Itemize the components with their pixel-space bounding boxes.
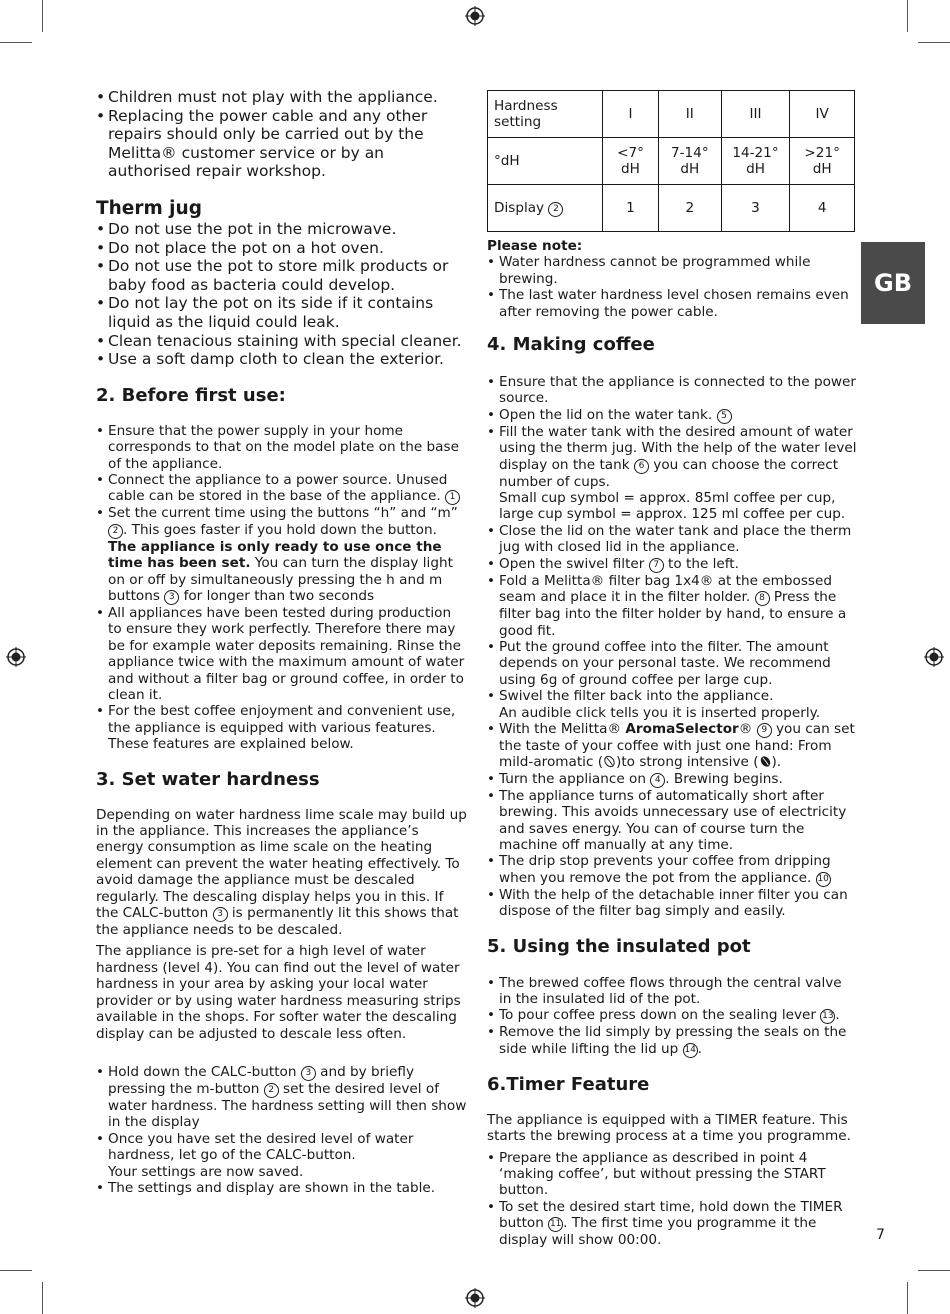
table-cell: >21° dH [790,138,855,185]
table-cell: 14-21° dH [721,138,790,185]
item-text: you can set the taste of your coffee with just one hand: From mild-aromatic ( [499,720,855,771]
registration-mark-icon [924,647,944,667]
list-item [96,1064,468,1131]
item-text: All appliances have been tested during production to ensure they work perfectly. Therefore there may be for example water deposits remaining. Rinse the appliance twice with the maximum amount of water and without a filter bag or ground coffee, in order to clean it. [108,604,465,703]
item-text: Hold down the CALC-button [108,1063,297,1080]
table-cell: III [721,91,790,138]
list-item: • Use a soft damp cloth to clean the exterior. [96,350,468,369]
insulated-pot-list [487,975,857,1058]
cell-text: Display [494,199,545,216]
table-cell: °dH [488,138,603,185]
crop-mark [918,1270,950,1271]
item-text: Your settings are now saved. [108,1163,304,1180]
callout-number: 9 [757,723,772,738]
callout-number: 14 [683,1043,698,1058]
list-item [487,1007,857,1024]
table-cell: I [603,91,659,138]
callout-number: 5 [717,409,732,424]
brand-name: AromaSelector [625,720,739,737]
item-text: Prepare the appliance as described in point 4 ‘making coffee’, but without pressing the START button. [499,1149,826,1199]
list-item [487,788,857,854]
intro-list [96,88,468,181]
item-text: Set the current time using the buttons “h” and “m” [108,505,458,522]
list-item [487,1150,857,1199]
item-text: ® [738,720,753,737]
table-cell: <7° dH [603,138,659,185]
registration-mark-icon [465,6,485,26]
item-text: . The first time you programme it the display will show 00:00. [499,1215,817,1249]
list-item: • Do not use the pot to store milk products or baby food as bacteria could develop. [96,257,468,294]
left-column [96,88,468,1196]
list-item [487,639,857,688]
item-text: To set the desired start time, hold down the TIMER button [499,1198,843,1232]
note-title: Please note: [487,238,583,254]
section-title-insulated-pot: 5. Using the insulated pot [487,935,751,957]
list-item [487,407,857,424]
item-text: Put the ground coffee into the filter. The amount depends on your personal taste. We recommend using 6g of ground coffee per large cup. [499,638,831,688]
paragraph: The appliance is pre-set for a high level of water hardness (level 4). You can find out the level of water hardness in your area by asking your local water provider or by using water hardness measuring strips available in the shops. For softer water the descaling display can be adjusted to descale less often. [96,943,461,1042]
list-item [487,523,857,556]
list-item [487,721,857,771]
list-item: • Clean tenacious staining with special cleaner. [96,332,468,351]
item-text: large cup symbol = approx. 125 ml coffee per cup. [499,506,846,523]
item-text: you can choose the correct number of cups. [499,456,839,490]
table-cell: 4 [790,185,855,232]
section-title-before-first-use: 2. Before first use: [96,384,286,406]
item-text: Turn the appliance on [499,770,646,787]
item-text: Remove the lid simply by pressing the seals on the side while lifting the lid up [499,1024,847,1057]
item-text: for longer than two seconds [179,587,375,604]
table-cell: 1 [603,185,659,232]
language-tab: GB [861,242,925,324]
making-coffee-list [487,374,857,920]
list-item [96,472,468,505]
table-cell: II [658,91,721,138]
right-column [487,90,857,1249]
therm-jug-list [96,220,468,369]
list-item: • Replacing the power cable and any other repairs should only be carried out by the Melitta® customer service or by an authorised repair workshop. [96,107,468,181]
crop-mark [907,1282,908,1314]
item-text: . [835,1007,840,1024]
crop-mark [42,1282,43,1314]
item-text: You can turn the display light on or off by simultaneously pressing the h and m buttons [108,555,453,604]
registration-mark-icon [465,1288,485,1308]
section-title-making-coffee: 4. Making coffee [487,334,655,356]
item-text: With the Melitta® [499,720,626,737]
table-row [488,91,855,138]
item-text: Open the lid on the water tank. [499,406,713,423]
item-text: . Brewing begins. [665,770,783,787]
crop-mark [0,1270,32,1271]
callout-number: 4 [650,773,665,788]
list-item [487,1024,857,1057]
section-title-water-hardness: 3. Set water hardness [96,768,320,790]
paragraph: The appliance is equipped with a TIMER feature. This starts the brewing process at a time you programme. [487,1111,851,1145]
item-text: . [697,1040,702,1057]
table-cell: 2 [658,185,721,232]
callout-number: 11 [548,1217,563,1232]
list-item [96,505,468,605]
page-number: 7 [876,1227,885,1243]
item-text: Fold a Melitta® filter bag 1x4® at the embossed seam and place it in the filter holder. [499,572,833,606]
item-text: For the best coffee enjoyment and convenient use, the appliance is equipped with various features. These features are explained below. [108,703,456,753]
strong-aroma-icon [759,755,772,768]
item-text: ). [771,754,782,771]
item-text: The appliance turns of automatically short after brewing. This avoids unnecessary use of electricity and saves energy. You can of course turn the machine off manually at any time. [499,787,847,853]
table-cell: Hardness setting [488,91,603,138]
mild-aroma-icon [603,755,616,768]
paragraph-text: is permanently lit this shows that the appliance needs to be descaled. [96,905,459,939]
item-text: Swivel the filter back into the appliance. [499,688,774,705]
item-text: Ensure that the appliance is connected to the power source. [499,374,856,407]
crop-mark [907,0,908,32]
section-title-timer: 6.Timer Feature [487,1073,650,1095]
callout-number: 10 [816,872,831,887]
callout-number: 2 [264,1083,279,1098]
table-cell: IV [790,91,855,138]
item-text: The brewed coffee flows through the central valve in the insulated lid of the pot. [499,974,842,1007]
callout-number: 7 [649,558,664,573]
list-item [96,1180,468,1196]
timer-list [487,1150,857,1249]
item-text: to the left. [663,555,739,572]
callout-number: 2 [108,524,123,539]
note-list [487,254,857,320]
item-text: Press the filter bag into the filter holder by hand, to ensure a good fit. [499,589,847,639]
bold-note: The appliance is only ready to use once the time has been set. [108,538,442,572]
list-item [96,423,468,472]
list-item [487,688,857,721]
table-cell: 7-14° dH [658,138,721,185]
table-row [488,138,855,185]
callout-number: 13 [820,1009,835,1024]
callout-number: 1 [445,490,460,505]
callout-number: 3 [301,1066,316,1081]
item-text: Fill the water tank with the desired amount of water using the therm jug. With the help of the water level display on the tank [499,423,857,473]
item-text: Once you have set the desired level of water hardness, let go of the CALC-button. [108,1130,414,1164]
list-item [487,374,857,407]
callout-number: 6 [634,459,649,474]
item-text: The drip stop prevents your coffee from dripping when you remove the pot from the appliance. [499,853,831,886]
callout-number: 2 [548,202,563,217]
item-text: )to strong intensive ( [616,754,759,771]
list-item: • Water hardness cannot be programmed while brewing. [487,254,857,287]
item-text: Ensure that the power supply in your home corresponds to that on the model plate on the base of the appliance. [108,422,459,472]
table-cell [488,185,603,232]
crop-mark [918,42,950,43]
item-text: Close the lid on the water tank and place the therm jug with closed lid in the appliance. [499,522,852,556]
list-item [487,853,857,886]
table-row [488,185,855,232]
registration-mark-icon [6,647,26,667]
water-hardness-table [487,90,855,232]
list-item [487,424,857,523]
item-text: An audible click tells you it is inserted properly. [499,704,821,721]
table-cell: 3 [721,185,790,232]
callout-number: 3 [213,907,228,922]
item-text: With the help of the detachable inner filter you can dispose of the filter bag simply and easily. [499,886,848,920]
list-item: • Children must not play with the appliance. [96,88,468,107]
list-item [96,703,468,752]
item-text: Small cup symbol = approx. 85ml coffee per cup, [499,490,836,507]
list-item: • Do not lay the pot on its side if it contains liquid as the liquid could leak. [96,294,468,331]
list-item [487,1199,857,1249]
crop-mark [0,42,32,43]
item-text: The settings and display are shown in the table. [108,1179,436,1196]
item-text: and by briefly pressing the m-button [108,1063,415,1097]
list-item [487,573,857,639]
list-item [96,605,468,703]
water-hardness-list [96,1064,468,1196]
list-item: • The last water hardness level chosen remains even after removing the power cable. [487,287,857,320]
item-text: To pour coffee press down on the sealing lever [499,1007,816,1024]
crop-mark [42,0,43,32]
section-title-therm-jug: Therm jug [96,197,202,219]
paragraph-text: Depending on water hardness lime scale may build up in the appliance. This increases the appliance’s energy consumption as lime scale on the heating element can prevent the water heating effectively. To avoid damage the appliance must be descaled regularly. The descaling display helps you in this. If the CALC-button [96,806,467,922]
paragraph [96,807,468,939]
list-item: • Do not use the pot in the microwave. [96,220,468,239]
callout-number: 8 [755,591,770,606]
item-text: Open the swivel filter [499,555,645,572]
list-item: • Do not place the pot on a hot oven. [96,239,468,258]
item-text: . This goes faster if you hold down the button. [123,521,437,538]
item-text: set the desired level of water hardness. The hardness setting will then show in the display [108,1080,467,1131]
list-item [487,975,857,1008]
before-first-use-list [96,423,468,753]
list-item [96,1131,468,1180]
callout-number: 3 [164,590,179,605]
list-item [487,556,857,573]
item-text: Connect the appliance to a power source. Unused cable can be stored in the base of the appliance. [108,471,448,505]
list-item [487,887,857,920]
list-item [487,771,857,788]
